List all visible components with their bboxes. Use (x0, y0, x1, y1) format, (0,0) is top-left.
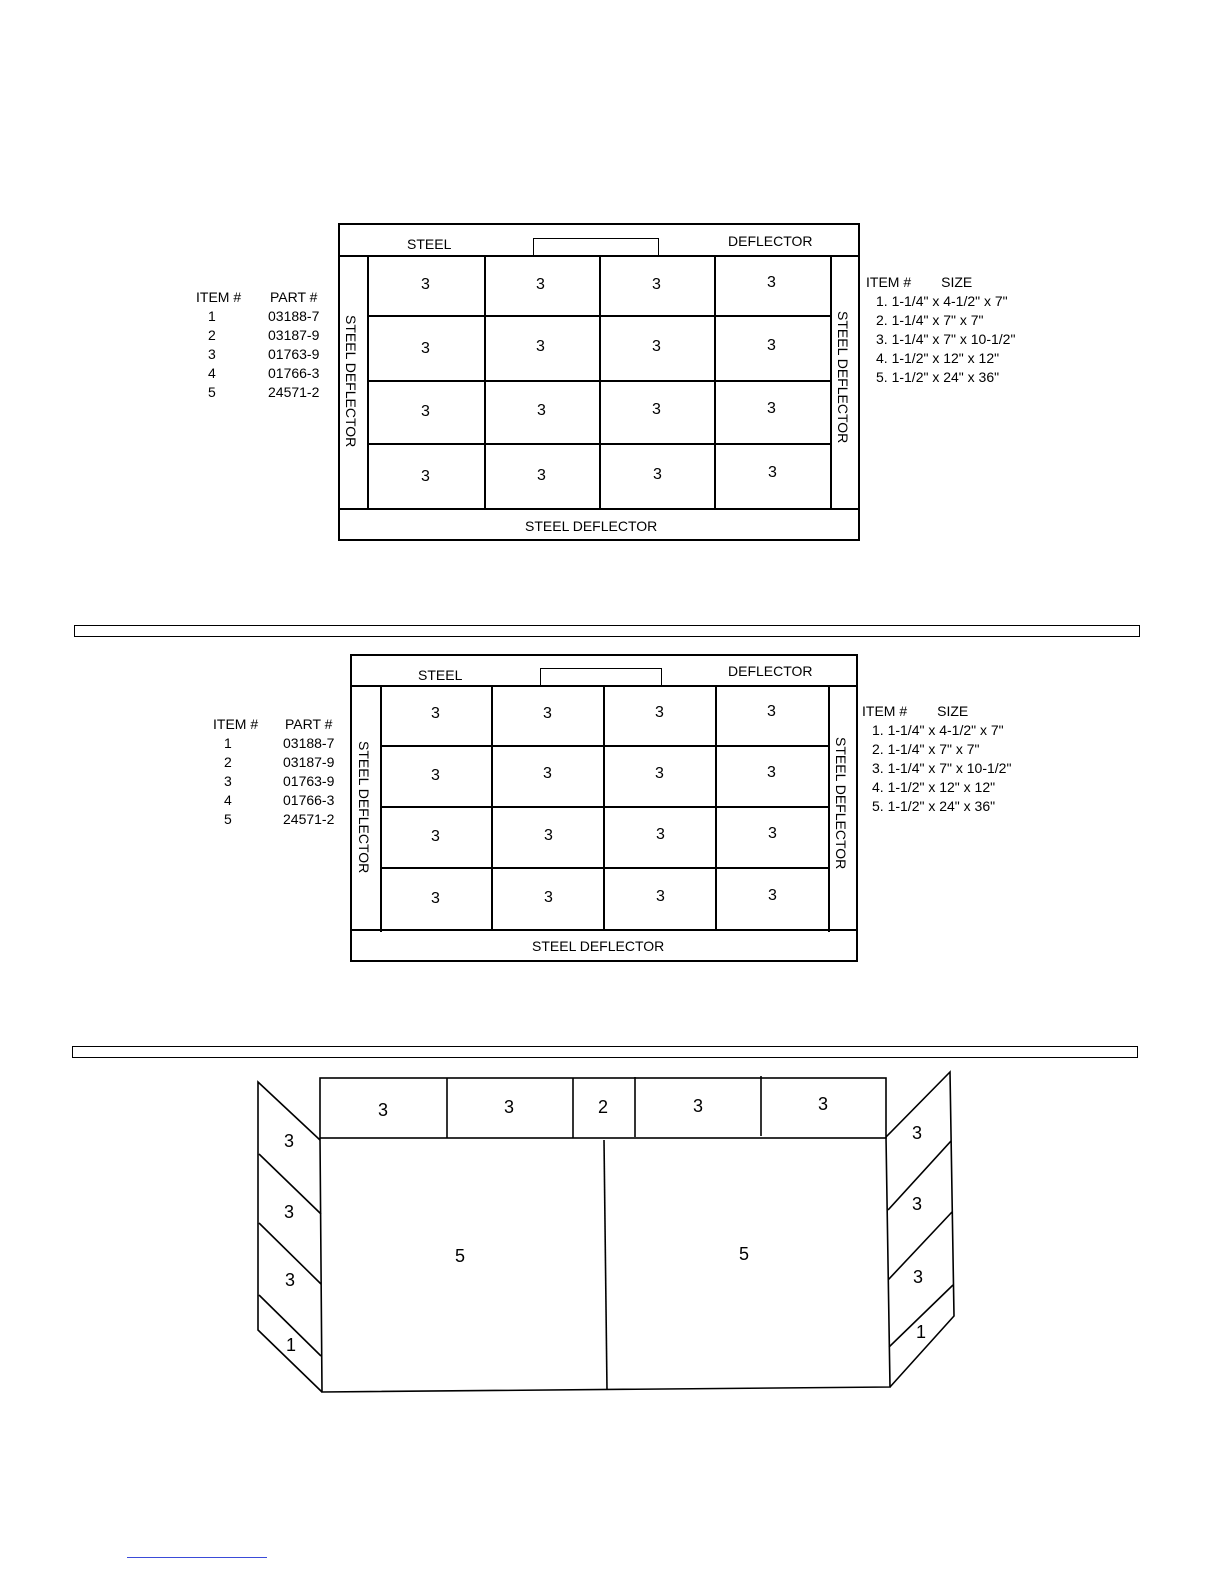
brick-label: 3 (431, 767, 440, 784)
right-wall-brick-label: 3 (912, 1123, 923, 1143)
sizes-table-row: 1. 1-1/4" x 4-1/2" x 7" (876, 293, 1008, 309)
bottom-deflector-label: STEEL DEFLECTOR (532, 938, 665, 954)
brick-label: 3 (652, 338, 661, 355)
brick-label: 3 (653, 466, 662, 483)
brick-label: 3 (536, 338, 545, 355)
brick-label: 3 (655, 704, 664, 721)
sizes-table-row: 1. 1-1/4" x 4-1/2" x 7" (872, 722, 1004, 738)
sizes-table-row: 3. 1-1/4" x 7" x 10-1/2" (872, 760, 1012, 776)
sizes-table-row: 2. 1-1/4" x 7" x 7" (872, 741, 980, 757)
brick-label: 3 (767, 703, 776, 720)
brick-label: 3 (768, 825, 777, 842)
top-row-brick-label: 3 (693, 1096, 704, 1116)
sizes-table-row: 3. 1-1/4" x 7" x 10-1/2" (876, 331, 1016, 347)
parts-table-row: 3 01763-9 (224, 773, 335, 789)
brick-label: 3 (544, 827, 553, 844)
right-deflector-label: STEEL DEFLECTOR (833, 737, 849, 870)
brick-label: 3 (655, 765, 664, 782)
sizes-table-header: ITEM # SIZE (866, 274, 973, 290)
parts-table-row: 2 03187-9 (208, 327, 320, 343)
back-panel-label: 5 (739, 1244, 750, 1264)
brick-label: 3 (543, 765, 552, 782)
brick-label: 3 (537, 467, 546, 484)
brick-label: 3 (431, 828, 440, 845)
brick-label: 3 (768, 464, 777, 481)
brick-label: 3 (767, 337, 776, 354)
parts-table-row: 5 24571-2 (208, 384, 320, 400)
parts-table-row: 1 03188-7 (224, 735, 335, 751)
right-wall-brick-label: 3 (913, 1267, 924, 1287)
brick-label: 3 (656, 888, 665, 905)
left-deflector-label: STEEL DEFLECTOR (343, 315, 359, 448)
sizes-table-header: ITEM # SIZE (862, 703, 969, 719)
brick-label: 3 (767, 274, 776, 291)
parts-table-row: 2 03187-9 (224, 754, 335, 770)
sizes-table-row: 4. 1-1/2" x 12" x 12" (876, 350, 1000, 366)
brick-label: 3 (652, 401, 661, 418)
top-row-brick-label: 3 (378, 1100, 389, 1120)
left-wall-brick-label: 3 (284, 1202, 295, 1222)
back-panel-divider (604, 1140, 607, 1390)
parts-table-row: 5 24571-2 (224, 811, 335, 827)
brick-label: 3 (537, 402, 546, 419)
top-row-brick-label: 3 (818, 1094, 829, 1114)
sizes-table-row: 5. 1-1/2" x 24" x 36" (872, 798, 996, 814)
brick-label: 3 (543, 705, 552, 722)
bottom-link-underline[interactable] (127, 1557, 267, 1558)
top-row-brick-label: 2 (598, 1097, 609, 1117)
brick-label: 3 (421, 403, 430, 420)
right-deflector-label: STEEL DEFLECTOR (835, 311, 851, 444)
top-row-brick-label: 3 (504, 1097, 515, 1117)
right-wall-brick-label: 3 (912, 1194, 923, 1214)
bottom-deflector-label: STEEL DEFLECTOR (525, 518, 658, 534)
top-deflector-label-left: STEEL (418, 667, 463, 683)
left-wall-brick-label: 3 (284, 1131, 295, 1151)
right-wall-brick-label: 1 (916, 1322, 927, 1342)
parts-table-row: 3 01763-9 (208, 346, 320, 362)
parts-table-row: 4 01766-3 (224, 792, 335, 808)
brick-label: 3 (768, 887, 777, 904)
parts-table-header: ITEM # PART # (196, 289, 318, 305)
brick-label: 3 (536, 276, 545, 293)
left-wall-brick-label: 1 (286, 1335, 297, 1355)
left-deflector-label: STEEL DEFLECTOR (356, 741, 372, 874)
top-deflector-label-left: STEEL (407, 236, 452, 252)
sizes-table-row: 2. 1-1/4" x 7" x 7" (876, 312, 984, 328)
top-deflector-label-right: DEFLECTOR (728, 663, 813, 679)
sizes-table-row: 5. 1-1/2" x 24" x 36" (876, 369, 1000, 385)
brick-label: 3 (652, 276, 661, 293)
brick-label: 3 (421, 276, 430, 293)
brick-label: 3 (431, 890, 440, 907)
brick-label: 3 (767, 764, 776, 781)
parts-table-header: ITEM # PART # (213, 716, 333, 732)
brick-label: 3 (431, 705, 440, 722)
brick-label: 3 (421, 340, 430, 357)
brick-label: 3 (767, 400, 776, 417)
left-wall-brick-label: 3 (285, 1270, 296, 1290)
top-deflector-label-right: DEFLECTOR (728, 233, 813, 249)
sizes-table-row: 4. 1-1/2" x 12" x 12" (872, 779, 996, 795)
brick-label: 3 (421, 468, 430, 485)
parts-table-row: 4 01766-3 (208, 365, 320, 381)
parts-table-row: 1 03188-7 (208, 308, 320, 324)
brick-label: 3 (544, 889, 553, 906)
back-panel-label: 5 (455, 1246, 466, 1266)
brick-label: 3 (656, 826, 665, 843)
